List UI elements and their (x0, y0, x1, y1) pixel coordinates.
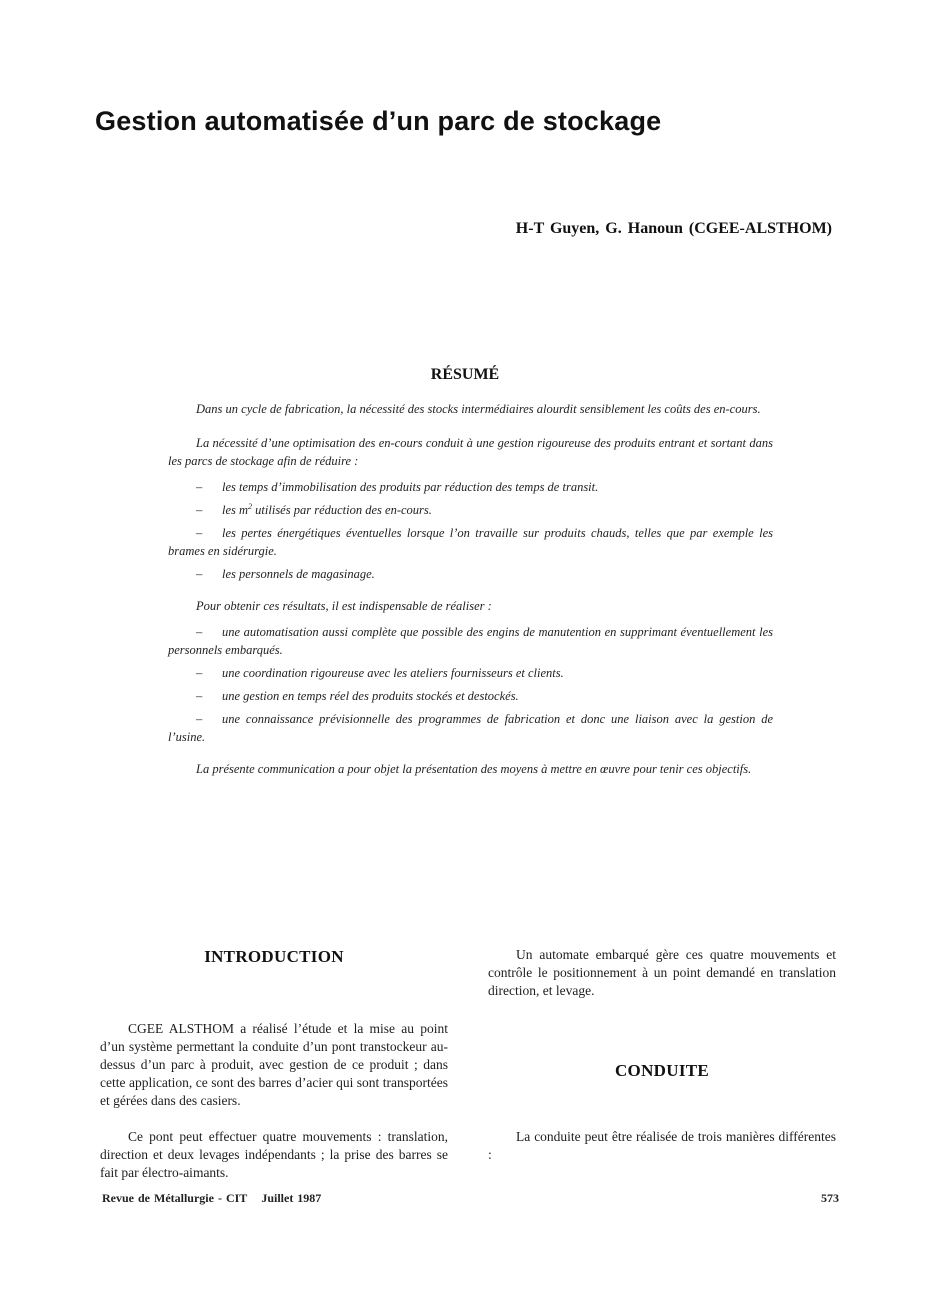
introduction-paragraph: CGEE ALSTHOM a réalisé l’étude et la mise au point d’un système permettant la conduite d’un pont transtockeur au-dessus d’un parc à produit, avec gestion de ce produit ; dans cette application, ce sont des barres d’acier qui sont transportées et gérées dans des casiers. (100, 1021, 448, 1108)
list-item: – une coordination rigoureuse avec les ateliers fournisseurs et clients. (196, 666, 564, 680)
left-column (100, 948, 448, 1182)
dash-bullet: – (196, 666, 203, 680)
journal-issue: Juillet 1987 (261, 1191, 322, 1205)
list-item: – une automatisation aussi complète que possible des engins de manutention en supprimant éventuellement les personnels embarqués. (168, 625, 773, 657)
article-authors: H-T Guyen, G. Hanoun (CGEE-ALSTHOM) (515, 220, 832, 237)
body-paragraph: Un automate embarqué gère ces quatre mouvements et contrôle le positionnement à un point demandé en translation direction, et levage. (488, 947, 836, 998)
list-item: – les $m^2$ utilisés par réduction des en-cours. (196, 501, 432, 517)
conduite-paragraph: La conduite peut être réalisée de trois manières différentes : (488, 1129, 836, 1162)
abstract-list-requirements (168, 623, 773, 746)
dash-bullet: – (196, 625, 203, 639)
page-number: 573 (821, 1191, 839, 1205)
list-item: – les pertes énergétiques éventuelles lorsque l’on travaille sur produits chauds, telles que par exemple les brames en sidérurgie. (168, 526, 773, 558)
superscript: 2 (248, 501, 253, 511)
dash-bullet: – (196, 503, 203, 517)
article-title: Gestion automatisée d’un parc de stockage (95, 106, 662, 136)
dash-bullet: – (196, 480, 203, 494)
abstract-body (168, 400, 773, 794)
list-item: – une gestion en temps réel des produits stockés et destockés. (196, 689, 519, 703)
section-heading-conduite: CONDUITE (614, 1061, 710, 1080)
dash-bullet: – (196, 526, 203, 540)
section-heading-introduction: INTRODUCTION (204, 947, 344, 966)
list-item: – les personnels de magasinage. (196, 567, 375, 581)
page-footer-journal (102, 1191, 321, 1206)
right-column (488, 946, 836, 1164)
journal-name: Revue de Métallurgie - CIT (102, 1191, 248, 1205)
list-item: – les temps d’immobilisation des produits par réduction des temps de transit. (196, 480, 599, 494)
abstract-paragraph: Pour obtenir ces résultats, il est indispensable de réaliser : (196, 599, 492, 613)
dash-bullet: – (196, 567, 203, 581)
abstract-paragraph: La présente communication a pour objet la présentation des moyens à mettre en œuvre pour tenir ces objectifs. (196, 762, 752, 776)
abstract-paragraph: La nécessité d’une optimisation des en-cours conduit à une gestion rigoureuse des produits entrant et sortant dans les parcs de stockage afin de réduire : (168, 436, 773, 468)
introduction-paragraph: Ce pont peut effectuer quatre mouvements : translation, direction et deux levages indépendants ; la prise des barres se fait par électro-aimants. (100, 1129, 448, 1180)
abstract-heading: RÉSUMÉ (430, 366, 500, 383)
abstract-list-reductions (168, 478, 773, 583)
dash-bullet: – (196, 689, 203, 703)
dash-bullet: – (196, 712, 203, 726)
list-item: – une connaissance prévisionnelle des programmes de fabrication et donc une liaison avec la gestion de l’usine. (168, 712, 773, 744)
abstract-paragraph: Dans un cycle de fabrication, la nécessité des stocks intermédiaires alourdit sensiblement les coûts des en-cours. (196, 402, 761, 416)
